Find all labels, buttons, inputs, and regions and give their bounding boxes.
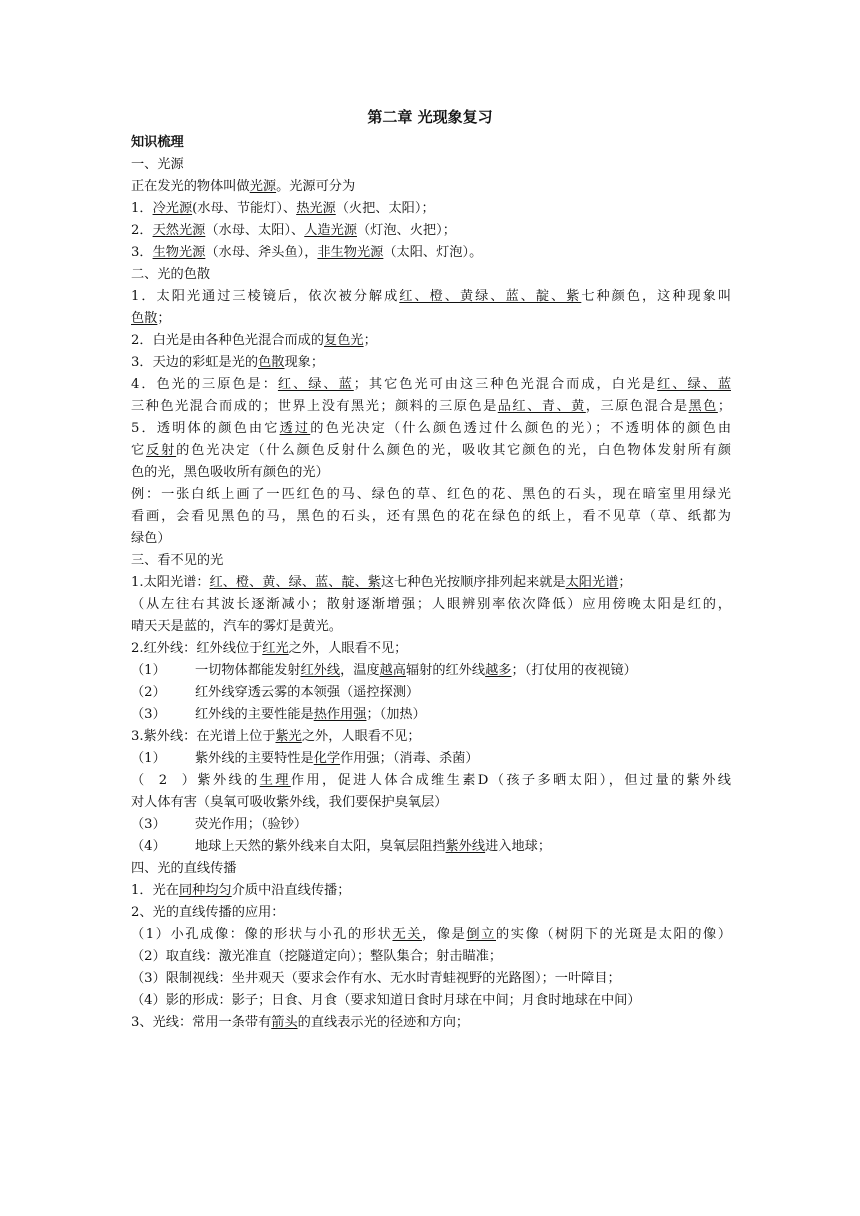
text-segment: （2）取直线：激光准直（挖隧道定向）；整队集合；射击瞄准； (131, 949, 503, 964)
text-line (131, 396, 731, 418)
text-segment: 5．透明体的颜色由它 (131, 421, 280, 436)
text-line (131, 198, 731, 220)
underlined-term: 红、绿、蓝 (657, 377, 731, 392)
underlined-term: 生物光源 (152, 245, 206, 260)
underlined-term: 红光 (262, 641, 289, 656)
underlined-term: 紫外线 (445, 839, 486, 854)
text-line (131, 330, 731, 352)
text-line (131, 748, 731, 770)
item-number: （4） (131, 839, 166, 854)
text-segment: 4．色光的三原色是： (131, 377, 278, 392)
text-segment: （3）限制视线：坐井观天（要求会作有水、无水时青蛙视野的光路图）；一叶障目； (131, 971, 621, 986)
text-segment: ； (618, 575, 632, 590)
text-segment: 的色光决定（什么颜色透过什么颜色的光）；不透明体的颜色由 (310, 421, 731, 436)
text-line (131, 924, 731, 946)
text-line (131, 616, 731, 638)
text-segment: ；其它色光可由这三种色光混合而成，白光是 (353, 377, 658, 392)
text-segment: 它 (131, 443, 147, 458)
underlined-term: 生理 (259, 773, 291, 788)
text-line (131, 286, 731, 308)
underlined-term: 越高 (379, 663, 406, 678)
text-line (131, 264, 731, 286)
item-number: （3） (131, 707, 166, 722)
text-segment: （水母、斧头鱼）， (205, 245, 318, 260)
text-line (131, 506, 731, 528)
text-segment: 三、看不见的光 (131, 553, 224, 568)
text-segment: 绿色） (131, 531, 171, 546)
text-segment: 2.红外线：红外线位于 (131, 641, 263, 656)
text-segment: 一切物体都能发射 (195, 663, 301, 678)
underlined-term: 人造光源 (304, 223, 357, 238)
text-segment: 这七种色光按顺序排列起来就是 (380, 575, 566, 590)
text-line (131, 726, 731, 748)
underlined-term: 无关 (392, 927, 423, 942)
underlined-term: 红、绿、蓝 (277, 377, 354, 392)
text-segment: 现象； (284, 355, 325, 370)
text-segment: 3.紫外线：在光谱上位于 (131, 729, 276, 744)
text-segment: 正在发光的物体叫做 (131, 179, 250, 194)
underlined-term: 箭头 (271, 1015, 298, 1030)
text-line (131, 682, 731, 704)
text-segment: 1． (131, 201, 153, 216)
text-line (131, 440, 731, 462)
underlined-term: 太阳光谱 (565, 575, 619, 590)
underlined-term: 同种均匀 (178, 883, 232, 898)
text-line (131, 154, 731, 176)
text-segment: 四、光的直线传播 (131, 861, 237, 876)
item-number: （3） (131, 817, 166, 832)
text-line (131, 968, 731, 990)
text-segment: 1．光在 (131, 883, 179, 898)
text-line (131, 352, 731, 374)
text-segment: （1）小孔成像：像的形状与小孔的形状 (131, 927, 393, 942)
text-line (131, 374, 731, 396)
text-segment: 1.太阳光谱： (131, 575, 210, 590)
text-segment: （火把、太阳）； (335, 201, 435, 216)
underlined-term: 倒立 (466, 927, 496, 942)
text-line (131, 550, 731, 572)
text-segment: 3、光线：常用一条带有 (131, 1015, 272, 1030)
text-line (131, 1012, 731, 1034)
text-line (131, 946, 731, 968)
text-line (131, 242, 731, 264)
text-segment: 知识梳理 (131, 135, 184, 150)
text-segment: 2． (131, 223, 153, 238)
text-line (131, 176, 731, 198)
text-segment: (水母、节能灯）、 (192, 201, 297, 216)
underlined-term: 品红、青、黄 (497, 399, 586, 414)
text-segment: ； (157, 311, 171, 326)
text-line (131, 462, 731, 484)
chapter-title: 第二章 光现象复习 (367, 108, 493, 126)
text-line (131, 638, 731, 660)
underlined-term: 热光源 (296, 201, 336, 216)
text-segment: 红外线穿透云雾的本领强（遥控探测） (195, 685, 420, 700)
text-segment: 之外，人眼看不见； (301, 729, 421, 744)
underlined-term: 光源 (249, 179, 277, 194)
document-body (131, 132, 731, 1034)
text-segment: 红外线的主要性能是 (195, 707, 314, 722)
text-line (131, 902, 731, 924)
underlined-term: 越多 (485, 663, 512, 678)
underlined-term: 色散 (258, 355, 285, 370)
underlined-term: 黑色 (688, 399, 718, 414)
text-line (131, 880, 731, 902)
text-segment: 1．太阳光通过三棱镜后，依次被分解成 (131, 289, 400, 304)
text-line (131, 792, 731, 814)
text-line (131, 220, 731, 242)
underlined-term: 复色光 (324, 333, 364, 348)
underlined-term: 非生物光源 (317, 245, 384, 260)
item-number: （2） (131, 685, 166, 700)
text-line (131, 836, 731, 858)
text-segment: 之外，人眼看不见； (288, 641, 408, 656)
text-segment: 荧光作用；（验钞） (195, 817, 308, 832)
text-segment: 3． (131, 245, 153, 260)
underlined-term: 红外线 (300, 663, 341, 678)
item-number: （1） (131, 751, 166, 766)
text-segment: ；（打仗用的夜视镜） (511, 663, 637, 678)
text-segment: ，像是 (422, 927, 467, 942)
underlined-term: 色散 (131, 311, 158, 326)
text-line (131, 704, 731, 726)
text-line (131, 770, 731, 792)
text-segment: （太阳、灯泡）。 (383, 245, 483, 260)
underlined-term: 冷光源 (152, 201, 193, 216)
text-segment: 辐射的红外线 (406, 663, 486, 678)
text-segment: 进入地球； (485, 839, 552, 854)
underlined-term: 反射 (146, 443, 177, 458)
text-segment: 紫外线的 (195, 773, 260, 788)
text-segment: 的直线表示光的径迹和方向； (297, 1015, 470, 1030)
text-line (131, 594, 731, 616)
text-segment: 2、光的直线传播的应用： (131, 905, 285, 920)
text-line (131, 572, 731, 594)
text-segment: 介质中沿直线传播； (231, 883, 351, 898)
text-line (131, 990, 731, 1012)
text-segment: ，温度 (340, 663, 380, 678)
text-line (131, 308, 731, 330)
underlined-term: 红、橙、黄绿、蓝、靛、紫 (399, 289, 582, 304)
text-segment: 3．天边的彩虹是光的 (131, 355, 259, 370)
text-segment: 的实像（树阴下的光斑是太阳的像） (496, 927, 731, 942)
text-line (131, 814, 731, 836)
text-segment: （灯泡、火把）； (356, 223, 456, 238)
text-line (131, 528, 731, 550)
text-segment: （水母、太阳）、 (205, 223, 305, 238)
text-segment: 例：一张白纸上画了一匹红色的马、绿色的草、红色的花、黑色的石头，现在暗室里用绿光 (131, 487, 731, 502)
underlined-term: 天然光源 (152, 223, 206, 238)
text-line (131, 418, 731, 440)
text-segment: （从左往右其波长逐渐减小；散射逐渐增强；人眼辨别率依次降低）应用傍晚太阳是红的， (131, 597, 731, 612)
text-segment: 地球上天然的紫外线来自太阳，臭氧层阻挡 (195, 839, 446, 854)
text-segment: 的色光决定（什么颜色反射什么颜色的光，吸收其它颜色的光，白色物体发射所有颜 (176, 443, 731, 458)
underlined-term: 化学 (313, 751, 341, 766)
text-segment: 色的光，黑色吸收所有颜色的光） (131, 465, 329, 480)
text-segment: ； (717, 399, 731, 414)
text-line (131, 660, 731, 682)
text-segment: 。光源可分为 (276, 179, 356, 194)
text-segment: 晴天天是蓝的，汽车的雾灯是黄光。 (131, 619, 342, 634)
underlined-term: 热作用强 (313, 707, 367, 722)
item-number: （1） (131, 663, 166, 678)
section-heading (131, 132, 731, 154)
underlined-term: 紫光 (275, 729, 302, 744)
text-segment: 一、光源 (131, 157, 184, 172)
text-segment: 三种色光混合而成的；世界上没有黑光；颜料的三原色是 (131, 399, 498, 414)
text-segment: ； (363, 333, 377, 348)
text-segment: 作用，促进人体合成维生素D（孩子多晒太阳），但过量的紫外线 (290, 773, 731, 788)
text-segment: （4）影的形成：影子；日食、月食（要求知道日食时月球在中间；月食时地球在中间） (131, 993, 641, 1008)
text-segment: ，三原色混合是 (585, 399, 689, 414)
text-segment: 对人体有害（臭氧可吸收紫外线，我们要保护臭氧层） (131, 795, 448, 810)
text-line (131, 858, 731, 880)
text-line (131, 484, 731, 506)
text-segment: 紫外线的主要特性是 (195, 751, 314, 766)
text-segment: ；（加热） (366, 707, 426, 722)
text-segment: 二、光的色散 (131, 267, 211, 282)
text-segment: 看画，会看见黑色的马，黑色的石头，还有黑色的花在绿色的纸上，看不见草（草、纸都为 (131, 509, 731, 524)
underlined-term: 透过 (279, 421, 311, 436)
text-segment: 2．白光是由各种色光混合而成的 (131, 333, 325, 348)
text-segment: 七种颜色，这种现象叫 (581, 289, 731, 304)
text-segment: 作用强；（消毒、杀菌） (340, 751, 479, 766)
item-number: （2） (131, 773, 195, 788)
underlined-term: 红、橙、黄、绿、蓝、靛、紫 (209, 575, 381, 590)
